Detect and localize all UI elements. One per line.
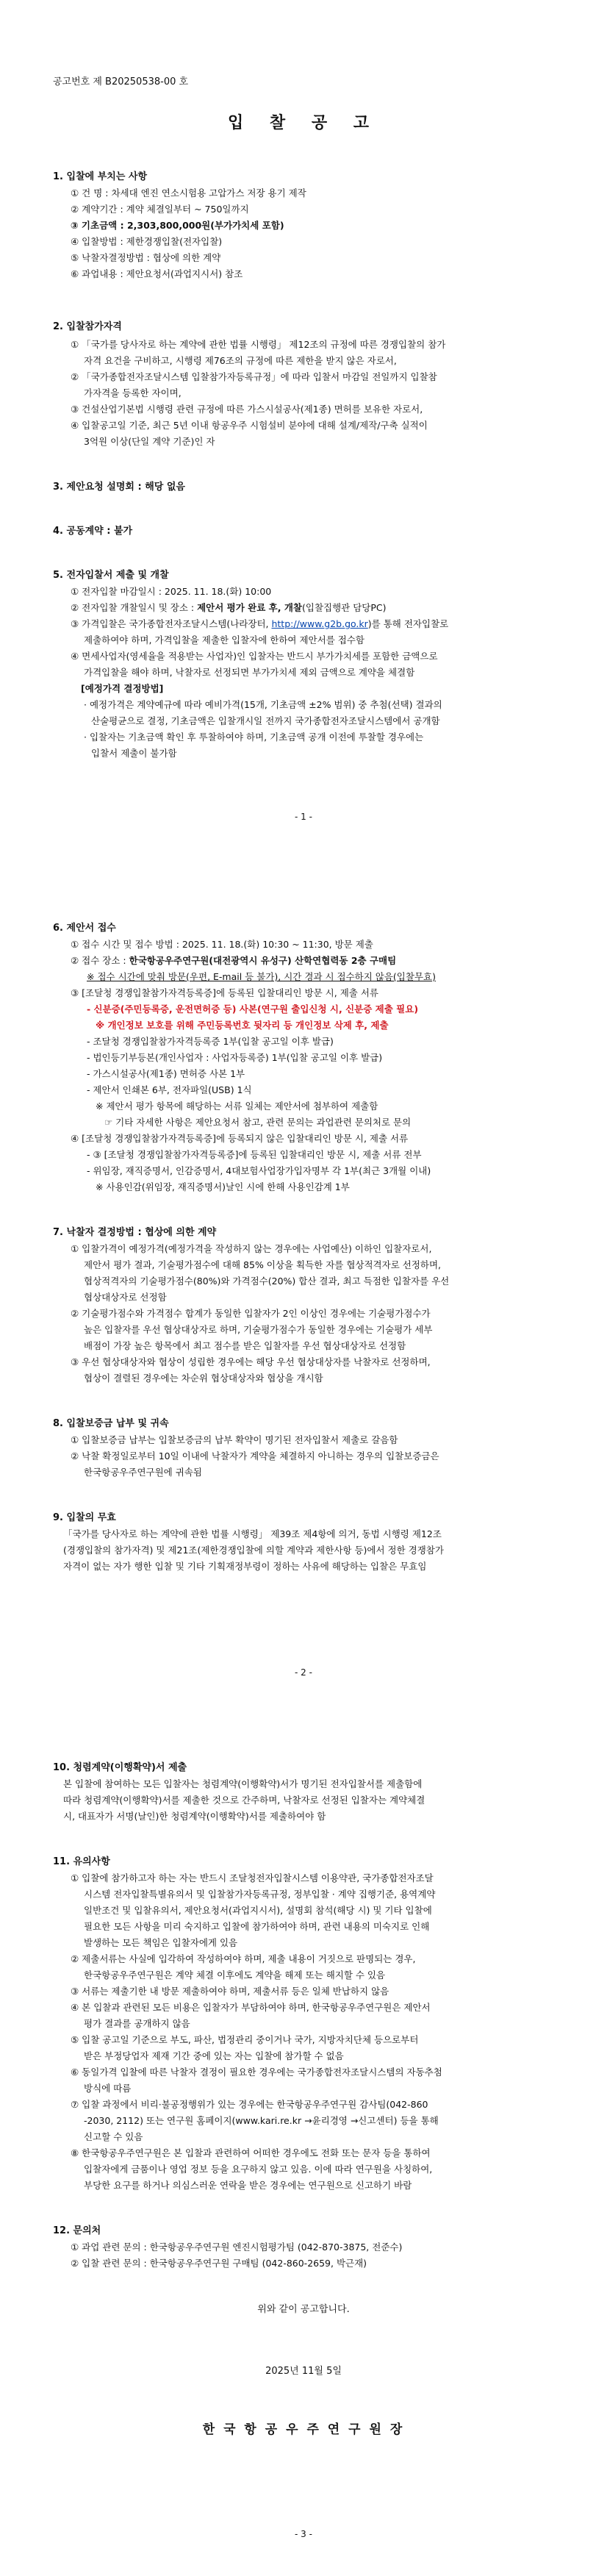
s6-red-line: ※ 개인정보 보호를 위해 주민등록번호 뒷자리 등 개인정보 삭제 후, 제출 [96,1020,389,1031]
s11-line: 받은 부정당업자 제재 기간 중에 있는 자는 입찰에 참가할 수 없음 [84,2050,344,2061]
s8-line: 한국항공우주연구원에 귀속됨 [84,1467,202,1478]
section-3-title: 3. 제안요청 설명회 : 해당 없음 [53,482,185,493]
section-6-title: 6. 제안서 접수 [53,923,116,934]
notice-date: 2025년 11월 5일 [265,2366,342,2377]
s2-line: 3억원 이상(단일 계약 기준)인 자 [84,436,215,447]
s11-line: ⑧ 한국항공우주연구원은 본 입찰과 관련하여 어떠한 경우에도 전화 또는 문자 등을 통하여 [71,2147,431,2158]
section-1-title: 1. 입찰에 부치는 사항 [53,171,148,182]
s6-red-line: - 신분증(주민등록증, 운전면허증 등) 사본(연구원 출입신청 시, 신분증 제출 필요) [87,1003,419,1015]
s9-line: (경쟁입찰의 참가자격) 및 제21조(제한경쟁입찰에 의할 계약과 제한사항 등)에서 정한 경쟁참가 [63,1545,444,1556]
s11-line: 일반조건 및 입찰유의서, 제안요청서(과업지시서), 설명회 참석(해당 시) 및 기타 입찰에 [84,1905,432,1916]
s6-line: - 조달청 경쟁입찰참가자격등록증 1부(입찰 공고일 이후 발급) [87,1036,334,1047]
notice-number: 공고번호 제 B20250538-00 호 [53,76,189,87]
s5-line: · 입찰자는 기초금액 확인 후 투찰하여야 하며, 기초금액 공개 이전에 투찰할 경우에는 [84,731,424,743]
s7-line: ① 입찰가격이 예정가격(예정가격을 작성하지 않는 경우에는 사업예산) 이하인 입찰자로서, [71,1243,432,1254]
s11-line: ⑥ 동일가격 입찰에 따른 낙찰자 결정이 필요한 경우에는 국가종합전자조달시스템의 자동추첨 [71,2067,442,2078]
s2-line: ② 「국가종합전자조달시스템 입찰참가자등록규정」에 따라 입찰서 마감일 전일까지 입찰참 [71,371,437,382]
s7-line: 높은 입찰자를 우선 협상대상자로 하며, 기술평가점수가 동일한 경우에는 기술평가 세부 [84,1324,433,1335]
s2-line: ① 「국가를 당사자로 하는 계약에 관한 법률 시행령」 제12조의 규정에 따른 경쟁입찰의 참가 [71,339,446,350]
closing-line: 위와 같이 공고합니다. [257,2304,350,2315]
s5-line: ③ 가격입찰은 국가종합전자조달시스템(나라장터, http://www.g2b.go.kr)를 통해 전자입찰로 [71,618,449,629]
s12-line: ② 입찰 관련 문의 : 한국항공우주연구원 구매팀 (042-860-2659, 박근재) [71,2258,367,2269]
s5-line: ① 전자입찰 마감일시 : 2025. 11. 18.(화) 10:00 [71,586,272,597]
s11-line: 부당한 요구를 하거나 의심스러운 연락을 받은 경우에는 연구원으로 신고하기 바람 [84,2180,412,2191]
s5-line: 산술평균으로 결정, 기초금액은 입찰개시일 전까지 국가종합전자조달시스템에서 공개함 [91,715,440,726]
page-title: 입 찰 공 고 [228,114,379,132]
s6-line: - 가스시설공사(제1종) 면허증 사본 1부 [87,1068,245,1079]
s11-line: 한국항공우주연구원은 계약 체결 이후에도 계약을 해제 또는 해지할 수 있음 [84,1969,386,1981]
section-8-title: 8. 입찰보증금 납부 및 귀속 [53,1418,169,1429]
s11-line: -2030, 2112) 또는 연구원 홈페이지(www.kari.re.kr →윤리경영 →신고센터) 등을 통해 [84,2115,439,2126]
s6-line: - 제안서 인쇄본 6부, 전자파일(USB) 1식 [87,1084,252,1095]
page-number: - 2 - [295,1667,312,1678]
section-11-title: 11. 유의사항 [53,1856,110,1867]
s5-line: 가격입찰을 해야 하며, 낙찰자로 선정되면 부가가치세 제외 금액으로 계약을 체결함 [84,667,415,678]
s2-line: 자격 요건을 구비하고, 시행령 제76조의 규정에 따른 제한을 받지 않은 자로서, [84,355,397,366]
s7-line: 제안서 평가 결과, 기술평가점수에 대해 85% 이상을 획득한 자를 협상적격자로 선정하며, [84,1259,442,1270]
s2-line: ④ 입찰공고일 기준, 최근 5년 이내 항공우주 시험설비 분야에 대해 설계/제작/구축 실적이 [71,420,428,431]
s5-line: ④ 면세사업자(영세율을 적용받는 사업자)인 입찰자는 반드시 부가가치세를 포함한 금액으로 [71,651,438,662]
s6-line: ③ [조달청 경쟁입찰참가자격등록증]에 등록된 입찰대리인 방문 시, 제출 서류 [71,987,378,998]
s6-line: - 위임장, 재직증명서, 인감증명서, 4대보험사업장가입자명부 각 1부(최근 3개월 이내) [87,1165,431,1176]
s5-line: · 예정가격은 계약예규에 따라 예비가격(15개, 기초금액 ±2% 범위) 중 추첨(선택) 결과의 [84,699,442,710]
s11-line: ② 제출서류는 사실에 입각하여 작성하여야 하며, 제출 내용이 거짓으로 판명되는 경우, [71,1953,416,1964]
s10-line: 따라 청렴계약(이행확약)서를 제출한 것으로 간주하며, 낙찰자로 선정된 입찰자는 계약체결 [63,1795,425,1806]
s11-line: ① 입찰에 참가하고자 하는 자는 반드시 조달청전자입찰시스템 이용약관, 국가종합전자조달 [71,1872,434,1883]
s6-line: - ③ [조달청 경쟁입찰참가자격등록증]에 등록된 입찰대리인 방문 시, 제출 서류 전부 [87,1149,422,1160]
page-number: - 3 - [295,2529,312,2539]
s6-line: ※ 사용인감(위임장, 재직증명서)날인 시에 한해 사용인감계 1부 [96,1181,350,1192]
s6-line: - 법인등기부등본(개인사업자 : 사업자등록증) 1부(입찰 공고일 이후 발급) [87,1052,383,1063]
s11-line: 방식에 따름 [84,2083,132,2094]
s11-line: 필요한 모든 사항을 미리 숙지하고 입찰에 참가하여야 하며, 관련 내용의 미숙지로 인해 [84,1921,430,1932]
s5-line: ② 전자입찰 개찰일시 및 장소 : 제안서 평가 완료 후, 개찰(입찰집행관 담당PC) [71,602,387,613]
s1-item: ② 계약기간 : 계약 체결일부터 ~ 750일까지 [71,204,249,215]
s5-line: 입찰서 제출이 불가함 [91,748,177,759]
s11-line: 시스템 전자입찰특별유의서 및 입찰참가자등록규정, 정부입찰 · 계약 집행기준, 용역계약 [84,1889,436,1900]
s7-line: 배점이 가장 높은 항목에서 최고 점수를 받은 입찰자를 우선 협상대상자로 선정함 [84,1340,406,1351]
s10-line: 시, 대표자가 서명(날인)한 청렴계약(이행확약)서를 제출하여야 함 [63,1811,326,1822]
s7-line: ③ 우선 협상대상자와 협상이 성립한 경우에는 해당 우선 협상대상자를 낙찰자로 선정하며, [71,1356,431,1367]
section-12-title: 12. 문의처 [53,2225,101,2236]
section-9-title: 9. 입찰의 무효 [53,1512,116,1523]
s6-line: ☞ 기타 자세한 사항은 제안요청서 참고, 관련 문의는 과업관련 문의처로 문의 [104,1117,412,1128]
section-4-title: 4. 공동계약 : 불가 [53,526,133,537]
s11-line: ⑦ 입찰 과정에서 비리·불공정행위가 있는 경우에는 한국항공우주연구원 감사팀(042-860 [71,2099,428,2110]
s7-line: 협상이 결렬된 경우에는 차순위 협상대상자와 협상을 개시함 [84,1373,323,1384]
s9-line: 자격이 없는 자가 행한 입찰 및 기타 기획재정부령이 정하는 사유에 해당하는 입찰은 무효임 [63,1561,427,1572]
s11-line: 입찰자에게 금품이나 영업 정보 등을 요구하지 않고 있음. 이에 따라 연구원을 사칭하여, [84,2164,433,2175]
s12-line: ① 과업 관련 문의 : 한국항공우주연구원 엔진시험평가팀 (042-870-3875, 전준수) [71,2242,403,2253]
s11-line: ⑤ 입찰 공고일 기준으로 부도, 파산, 법정관리 중이거나 국가, 지방자치단체 등으로부터 [71,2034,419,2045]
page-number: - 1 - [295,812,312,822]
s8-line: ② 낙찰 확정일로부터 10일 이내에 낙찰자가 계약을 체결하지 아니하는 경우의 입찰보증금은 [71,1450,439,1461]
s6-line: ④ [조달청 경쟁입찰참가자격등록증]에 등록되지 않은 입찰대리인 방문 시, 제출 서류 [71,1133,409,1144]
s1-item: ⑥ 과업내용 : 제안요청서(과업지시서) 참조 [71,268,243,279]
s6-line: ① 접수 시간 및 접수 방법 : 2025. 11. 18.(화) 10:30 ~ 11:30, 방문 제출 [71,939,373,950]
s1-item: ③ 기초금액 : 2,303,800,000원(부가가치세 포함) [71,220,284,231]
s9-line: 「국가를 당사자로 하는 계약에 관한 법률 시행령」 제39조 제4항에 의거, 동법 시행령 제12조 [63,1528,442,1539]
s1-item: ④ 입찰방법 : 제한경쟁입찰(전자입찰) [71,236,223,247]
s2-line: 가자격을 등록한 자이며, [84,387,182,398]
s8-line: ① 입찰보증금 납부는 입찰보증금의 납부 확약이 명기된 전자입찰서 제출로 갈음함 [71,1434,398,1445]
s6-note: ※ 접수 시간에 맞춰 방문(우편, E-mail 등 불가), 시간 경과 시 접수하지 않음(입찰무효) [87,971,436,982]
s6-line: ② 접수 장소 : 한국항공우주연구원(대전광역시 유성구) 산학연협력동 2층 구매팀 [71,955,397,966]
section-7-title: 7. 낙찰자 결정방법 : 협상에 의한 계약 [53,1227,217,1238]
g2b-link[interactable]: http://www.g2b.go.kr [271,618,368,629]
s11-line: ④ 본 입찰과 관련된 모든 비용은 입찰자가 부담하여야 하며, 한국항공우주연구원은 제안서 [71,2002,431,2013]
s1-item: ① 건 명 : 차세대 엔진 연소시험용 고압가스 저장 용기 제작 [71,187,306,198]
s7-line: 협상대상자로 선정함 [84,1292,167,1303]
s1-item: ⑤ 낙찰자결정방법 : 협상에 의한 계약 [71,252,221,263]
s5-heading: [예정가격 결정방법] [81,683,164,694]
s11-line: ③ 서류는 제출기한 내 방문 제출하여야 하며, 제출서류 등은 일체 반납하지 않음 [71,1986,389,1997]
s7-line: 협상적격자의 기술평가점수(80%)와 가격점수(20%) 합산 결과, 최고 득점한 입찰자를 우선 [84,1276,450,1287]
s7-line: ② 기술평가점수와 가격점수 합계가 동일한 입찰자가 2인 이상인 경우에는 기술평가점수가 [71,1308,431,1319]
issuer-name: 한 국 항 공 우 주 연 구 원 장 [202,2422,405,2437]
section-10-title: 10. 청렴계약(이행확약)서 제출 [53,1762,187,1773]
s5-line: 제출하여야 하며, 가격입찰을 제출한 입찰자에 한하여 제안서를 접수함 [84,634,364,645]
s11-line: 발생하는 모든 책임은 입찰자에게 있음 [84,1937,238,1948]
s2-line: ③ 건설산업기본법 시행령 관련 규정에 따른 가스시설공사(제1종) 면허를 보유한 자로서, [71,404,423,415]
section-5-title: 5. 전자입찰서 제출 및 개찰 [53,570,169,581]
s11-line: 신고할 수 있음 [84,2131,143,2142]
section-2-title: 2. 입찰참가자격 [53,321,122,332]
s11-line: 평가 결과를 공개하지 않음 [84,2018,190,2029]
s10-line: 본 입찰에 참여하는 모든 입찰자는 청렴계약(이행확약)서가 명기된 전자입찰서를 제출함에 [63,1778,423,1789]
s6-line: ※ 제안서 평가 항목에 해당하는 서류 일체는 제안서에 첨부하여 제출함 [96,1101,378,1112]
